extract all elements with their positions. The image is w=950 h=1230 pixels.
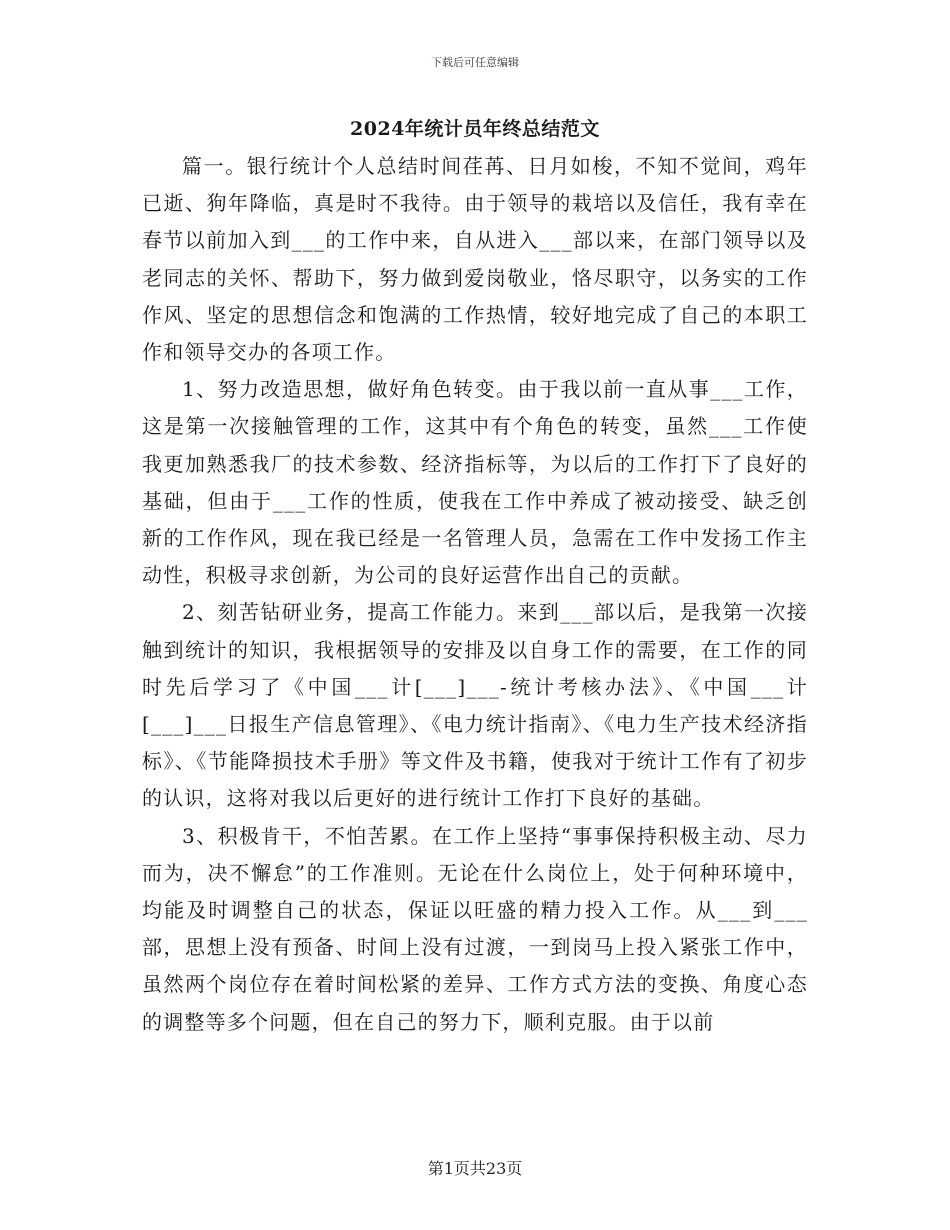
document-body — [142, 148, 808, 1041]
paragraph-intro: 篇一。银行统计个人总结时间荏苒、日月如梭，不知不觉间，鸡年已逝、狗年降临，真是时不我待。由于领导的栽培以及信任，我有幸在春节以前加入到___的工作中来，自从进入___部以来，在部门领导以及老同志的关怀、帮助下，努力做到爱岗敬业，恪尽职守，以务实的工作作风、坚定的思想信念和饱满的工作热情，较好地完成了自己的本职工作和领导交办的各项工作。 — [142, 154, 808, 365]
page-title: 2024年统计员年终总结范文 — [350, 118, 600, 140]
paragraph-2: 2、刻苦钻研业务，提高工作能力。来到___部以后，是我第一次接触到统计的知识，我根据领导的安排及以自身工作的需要，在工作的同时先后学习了《中国___计[___]___-统计考核办法》、《中国___计[___]___日报生产信息管理》、《电力统计指南》、《电力生产技术经济指标》、《节能降损技术手册》等文件及书籍，使我对于统计工作有了初步的认识，这将对我以后更好的进行统计工作打下良好的基础。 — [142, 600, 808, 811]
page-header-note: 下载后可任意编辑 — [431, 56, 519, 69]
paragraph-1: 1、努力改造思想，做好角色转变。由于我以前一直从事___工作，这是第一次接触管理的工作，这其中有个角色的转变，虽然___工作使我更加熟悉我厂的技术参数、经济指标等，为以后的工作打下了良好的基础，但由于___工作的性质，使我在工作中养成了被动接受、缺乏创新的工作作风，现在我已经是一名管理人员，急需在工作中发扬工作主动性，积极寻求创新，为公司的良好运营作出自己的贡献。 — [142, 377, 808, 588]
paragraph-3: 3、积极肯干，不怕苦累。在工作上坚持“事事保持积极主动、尽力而为，决不懈怠”的工作准则。无论在什么岗位上，处于何种环境中，均能及时调整自己的状态，保证以旺盛的精力投入工作。从___到___部，思想上没有预备、时间上没有过渡，一到岗马上投入紧张工作中，虽然两个岗位存在着时间松紧的差异、工作方式方法的变换、角度心态的调整等多个问题，但在自己的努力下，顺利克服。由于以前 — [142, 823, 808, 1034]
page-number: 第1页共23页 — [427, 1159, 523, 1178]
